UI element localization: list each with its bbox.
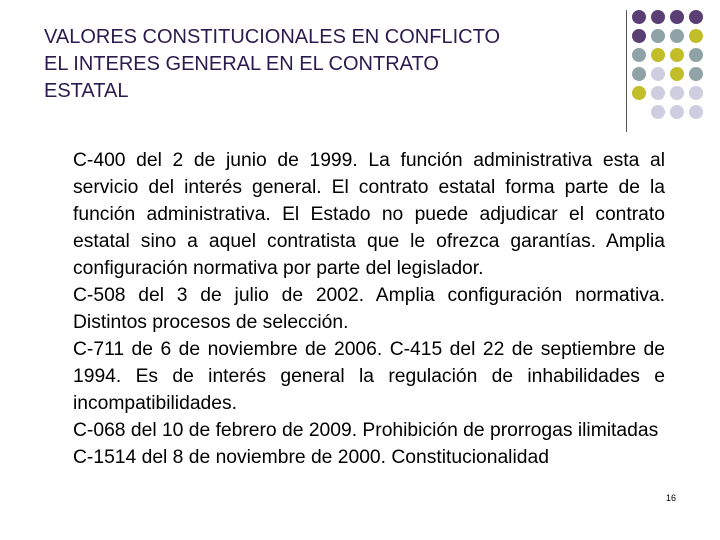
decorative-dot — [632, 86, 646, 100]
decorative-dot — [670, 105, 684, 119]
decorative-dot — [689, 67, 703, 81]
slide-title-line: EL INTERES GENERAL EN EL CONTRATO — [44, 53, 439, 75]
title-divider — [626, 10, 627, 132]
decorative-dot — [651, 105, 665, 119]
decorative-dot — [651, 86, 665, 100]
decorative-dot — [651, 67, 665, 81]
body-paragraph: C-400 del 2 de junio de 1999. La función administrativa esta al servicio del interés general. El contrato estatal forma parte de la función administrativa. El Estado no puede adjudicar el contrato estatal sino a aquel contratista que le ofrezca garantías. Amplia configuración normativa por parte del legislador. — [73, 150, 665, 279]
slide-title-line: VALORES CONSTITUCIONALES EN CONFLICTO — [44, 26, 501, 48]
decorative-dot — [689, 48, 703, 62]
slide-number: 16 — [666, 493, 677, 503]
decorative-dot — [651, 48, 665, 62]
decorative-dot — [670, 29, 684, 43]
decorative-dot — [670, 48, 684, 62]
slide-body — [73, 147, 665, 471]
decorative-dot — [689, 10, 703, 24]
decorative-dot — [689, 86, 703, 100]
decorative-dot — [670, 86, 684, 100]
slide-title — [44, 24, 624, 105]
body-paragraph: C-068 del 10 de febrero de 2009. Prohibición de prorrogas ilimitadas — [73, 420, 659, 441]
decorative-dot — [670, 67, 684, 81]
decorative-dot — [632, 10, 646, 24]
decorative-dot — [689, 105, 703, 119]
slide-title-line: ESTATAL — [44, 80, 129, 102]
body-paragraph: C-1514 del 8 de noviembre de 2000. Constitucionalidad — [73, 447, 549, 468]
decorative-dot — [632, 48, 646, 62]
decorative-dot — [632, 29, 646, 43]
body-paragraph: C-711 de 6 de noviembre de 2006. C-415 del 22 de septiembre de 1994. Es de interés general la regulación de inhabilidades e incompatibilidades. — [73, 339, 665, 414]
body-paragraph: C-508 del 3 de julio de 2002. Amplia configuración normativa. Distintos procesos de selección. — [73, 285, 665, 333]
decorative-dot — [651, 10, 665, 24]
decorative-dot — [632, 67, 646, 81]
decorative-dot — [670, 10, 684, 24]
decorative-dot — [689, 29, 703, 43]
decorative-dot — [651, 29, 665, 43]
